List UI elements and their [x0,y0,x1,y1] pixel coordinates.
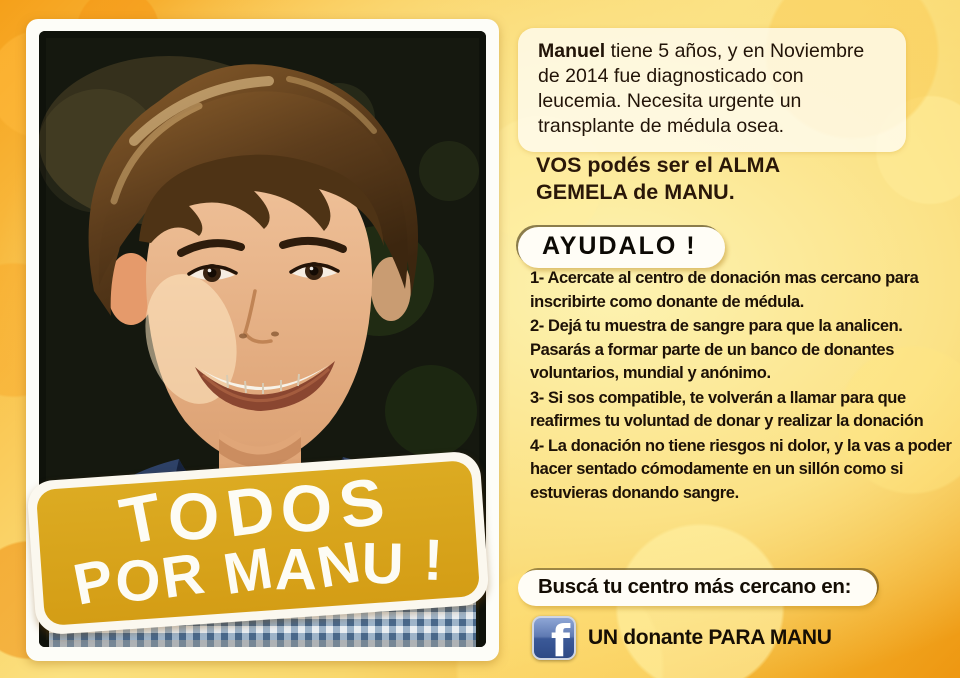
facebook-f-glyph: f [550,616,570,660]
intro-lead: Manuel [538,40,606,62]
sticker-gold-panel [36,460,480,626]
facebook-page-name[interactable]: UN donante PARA MANU [588,626,832,649]
facebook-icon[interactable] [532,616,576,660]
step-item-3: 3- Si sos compatible, te volverán a llamar para que reafirmes tu voluntad de donar y realizar la donación [530,388,924,430]
donation-steps [530,267,960,506]
intro-text: tiene 5 años, y en Noviembre de 2014 fue diagnosticado con leucemia. Necesita urgente un transplante de médula osea. [538,40,865,137]
subtitle [536,152,916,206]
ayudalo-banner: AYUDALO ! [518,227,725,268]
facebook-link[interactable] [532,616,832,660]
sticker-line2: POR MANU ! [68,527,447,618]
todos-por-manu-sticker [26,450,490,635]
step-item-1: 1- Acercate al centro de donación mas cercano para inscribirte como donante de médula. [530,269,919,311]
step-item-2: 2- Dejá tu muestra de sangre para que la analicen. Pasarás a formar parte de un banco de donantes voluntarios, mundial y anónimo. [530,317,903,382]
search-banner: Buscá tu centro más cercano en: [518,570,877,606]
subtitle-line1: VOS podés ser el ALMA [536,153,781,177]
sticker-line1: TODOS [114,461,396,559]
subtitle-line2: GEMELA de MANU. [536,180,735,204]
step-item-4: 4- La donación no tiene riesgos ni dolor, y la vas a poder hacer sentado cómodamente en un sillón como si estuvieras donando sangre. [530,436,952,502]
intro-panel [518,28,906,152]
